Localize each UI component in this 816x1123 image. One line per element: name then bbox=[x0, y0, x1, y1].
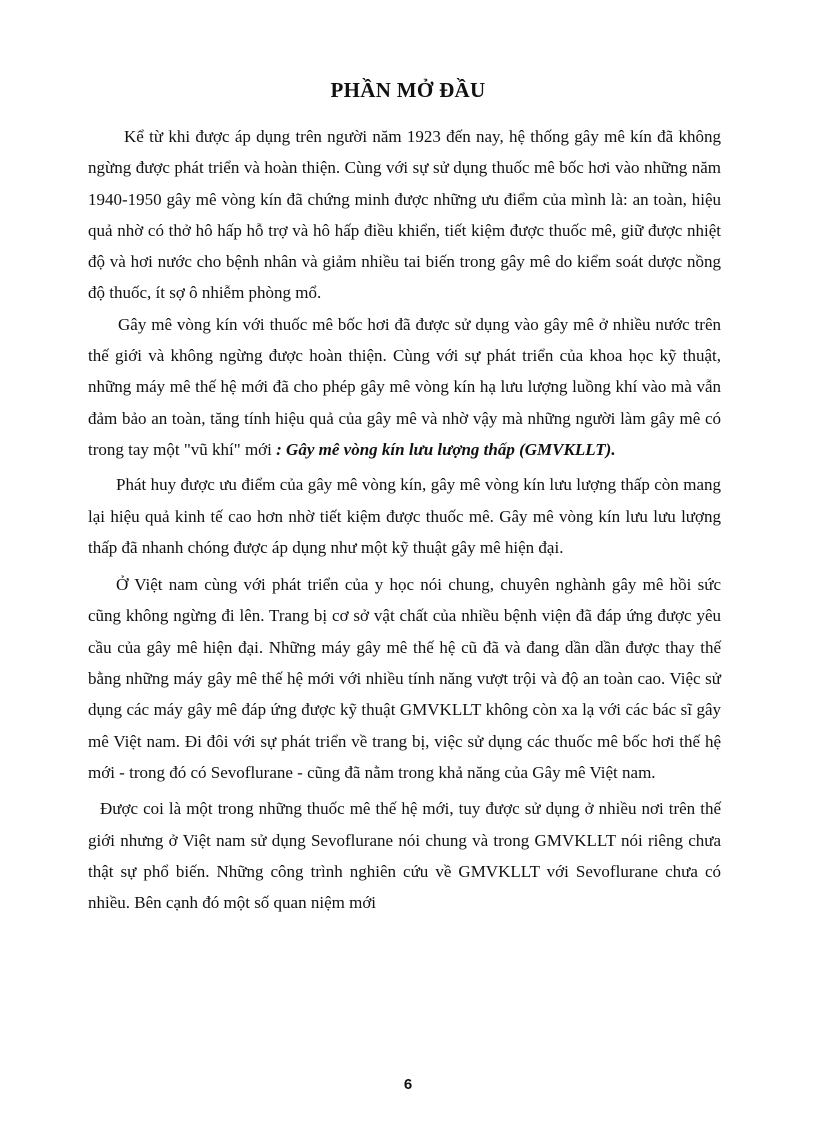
paragraph-5: Được coi là một trong những thuốc mê thế hệ mới, tuy được sử dụng ở nhiều nơi trên thế giới nhưng ở Việt nam sử dụng Sevoflurane nói chung và trong GMVKLLT nói riêng chưa thật sự phổ biến. Những công trình nghiên cứu về GMVKLLT với Sevoflurane chưa có nhiều. Bên cạnh đó một số quan niệm mới bbox=[88, 799, 721, 913]
page-number: 6 bbox=[403, 1076, 413, 1093]
paragraph-2 bbox=[88, 309, 721, 465]
document-body bbox=[88, 121, 721, 918]
paragraph-2-text: Gây mê vòng kín với thuốc mê bốc hơi đã được sử dụng vào gây mê ở nhiều nước trên thế giới và không ngừng được hoàn thiện. Cùng với sự phát triển của khoa học kỹ thuật, những máy mê thế hệ mới đã cho phép gây mê vòng kín hạ lưu lượng luồng khí vào mà vẫn đảm bảo an toàn, tăng tính hiệu quả của gây mê và nhờ vậy mà những người làm gây mê có trong tay một "vũ khí" mới bbox=[88, 314, 721, 459]
page-title: PHẦN MỞ ĐẦU bbox=[330, 78, 486, 102]
paragraph-4: Ở Việt nam cùng với phát triển của y học nói chung, chuyên nghành gây mê hồi sức cũng không ngừng đi lên. Trang bị cơ sở vật chất của nhiều bệnh viện đã đáp ứng được yêu cầu của gây mê hiện đại. Những máy gây mê thế hệ cũ đã và đang dần dần được thay thế bằng những máy gây mê thế hệ mới với nhiều tính năng vượt trội và độ an toàn cao. Việc sử dụng các máy gây mê đáp ứng được kỹ thuật GMVKLLT không còn xa lạ với các bác sĩ gây mê Việt nam. Đi đôi với sự phát triển về trang bị, việc sử dụng các thuốc mê bốc hơi thế hệ mới - trong đó có Sevoflurane - cũng đã nằm trong khả năng của Gây mê Việt nam. bbox=[88, 575, 721, 782]
paragraph-2-emphasis: : Gây mê vòng kín lưu lượng thấp (GMVKLLT). bbox=[276, 439, 616, 459]
paragraph-3: Phát huy được ưu điểm của gây mê vòng kín, gây mê vòng kín lưu lượng thấp còn mang lại hiệu quả kinh tế cao hơn nhờ tiết kiệm được thuốc mê. Gây mê vòng kín lưu lưu lượng thấp đã nhanh chóng được áp dụng như một kỹ thuật gây mê hiện đại. bbox=[88, 475, 721, 557]
paragraph-1: Kể từ khi được áp dụng trên người năm 1923 đến nay, hệ thống gây mê kín đã không ngừng được phát triển và hoàn thiện. Cùng với sự sử dụng thuốc mê bốc hơi vào những năm 1940-1950 gây mê vòng kín đã chứng minh được những ưu điểm của mình là: an toàn, hiệu quả nhờ có thở hô hấp hỗ trợ và hô hấp điều khiển, tiết kiệm được thuốc mê, giữ được nhiệt độ và hơi nước cho bệnh nhân và giảm nhiều tai biến trong gây mê do kiểm soát dược nồng độ thuốc, ít sợ ô nhiễm phòng mổ. bbox=[88, 127, 721, 303]
